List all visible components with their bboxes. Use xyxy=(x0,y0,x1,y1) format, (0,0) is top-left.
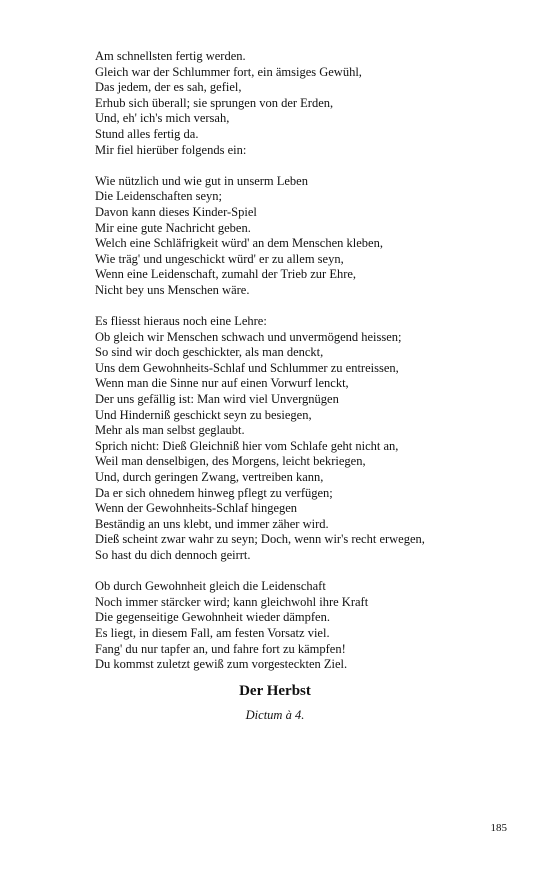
stanza-1 xyxy=(95,49,515,158)
poem-line: Sprich nicht: Dieß Gleichniß hier vom Schlafe geht nicht an, xyxy=(95,438,399,453)
poem-line: Uns dem Gewohnheits-Schlaf und Schlummer zu entreissen, xyxy=(95,360,399,375)
poem-line: Wie träg' und ungeschickt würd' er zu allem seyn, xyxy=(95,251,344,266)
poem-line: Du kommst zuletzt gewiß zum vorgesteckten Ziel. xyxy=(95,657,348,672)
poem-line: Wenn eine Leidenschaft, zumahl der Trieb zur Ehre, xyxy=(95,267,357,282)
poem-line: Weil man denselbigen, des Morgens, leicht bekriegen, xyxy=(95,454,366,469)
poem-line: Am schnellsten fertig werden. xyxy=(95,49,246,63)
poem-line: Da er sich ohnedem hinweg pflegt zu verfügen; xyxy=(95,485,333,500)
stanza-3 xyxy=(95,314,515,564)
poem-line: Es fliesst hieraus noch eine Lehre: xyxy=(95,314,267,329)
stanza-2 xyxy=(95,174,515,299)
poem-line: Und Hinderniß geschickt seyn zu besiegen, xyxy=(95,407,312,422)
poem-line: Stund alles fertig da. xyxy=(95,126,199,141)
poem-line: Gleich war der Schlummer fort, ein ämsiges Gewühl, xyxy=(95,64,362,79)
poem-line: Erhub sich überall; sie sprungen von der Erden, xyxy=(95,95,334,110)
poem-line: So sind wir doch geschickter, als man denckt, xyxy=(95,345,324,360)
poem-line: Die gegenseitige Gewohnheit wieder dämpfen. xyxy=(95,610,330,625)
poem-line: Mir fiel hierüber folgends ein: xyxy=(95,142,247,157)
poem-line: Nicht bey uns Menschen wäre. xyxy=(95,282,250,297)
poem-line: Beständig an uns klebt, und immer zäher wird. xyxy=(95,516,329,531)
poem-line: Wie nützlich und wie gut in unserm Leben xyxy=(95,173,308,188)
poem-line: Ob durch Gewohnheit gleich die Leidenschaft xyxy=(95,579,326,594)
poem-line: Mir eine gute Nachricht geben. xyxy=(95,220,251,235)
poem-line: Mehr als man selbst geglaubt. xyxy=(95,423,245,438)
poem-line: Dieß scheint zwar wahr zu seyn; Doch, wenn wir's recht erwegen, xyxy=(95,532,425,547)
poem-line: Und, durch geringen Zwang, vertreiben kann, xyxy=(95,470,324,485)
page-number: 185 xyxy=(490,822,507,834)
poem-text xyxy=(95,49,515,688)
poem-line: Wenn der Gewohnheits-Schlaf hingegen xyxy=(95,501,298,516)
poem-line: Welch eine Schläfrigkeit würd' an dem Menschen kleben, xyxy=(95,236,383,251)
poem-line: Ob gleich wir Menschen schwach und unvermögend heissen; xyxy=(95,329,402,344)
poem-line: Wenn man die Sinne nur auf einen Vorwurf lenckt, xyxy=(95,376,349,391)
poem-line: Fang' du nur tapfer an, und fahre fort zu kämpfen! xyxy=(95,641,346,656)
poem-line: Davon kann dieses Kinder-Spiel xyxy=(95,204,257,219)
stanza-4 xyxy=(95,579,515,673)
poem-line: Noch immer stärcker wird; kann gleichwohl ihre Kraft xyxy=(95,594,369,609)
poem-line: Die Leidenschaften seyn; xyxy=(95,189,223,204)
poem-line: So hast du dich dennoch geirrt. xyxy=(95,548,251,562)
poem-line: Der uns gefällig ist: Man wird viel Unvergnügen xyxy=(95,392,339,407)
section-subtitle: Dictum à 4. xyxy=(245,708,305,722)
poem-line: Das jedem, der es sah, gefiel, xyxy=(95,80,242,95)
poem-line: Es liegt, in diesem Fall, am festen Vorsatz viel. xyxy=(95,625,330,640)
poem-line: Und, eh' ich's mich versah, xyxy=(95,111,230,126)
section-title: Der Herbst xyxy=(239,683,311,699)
